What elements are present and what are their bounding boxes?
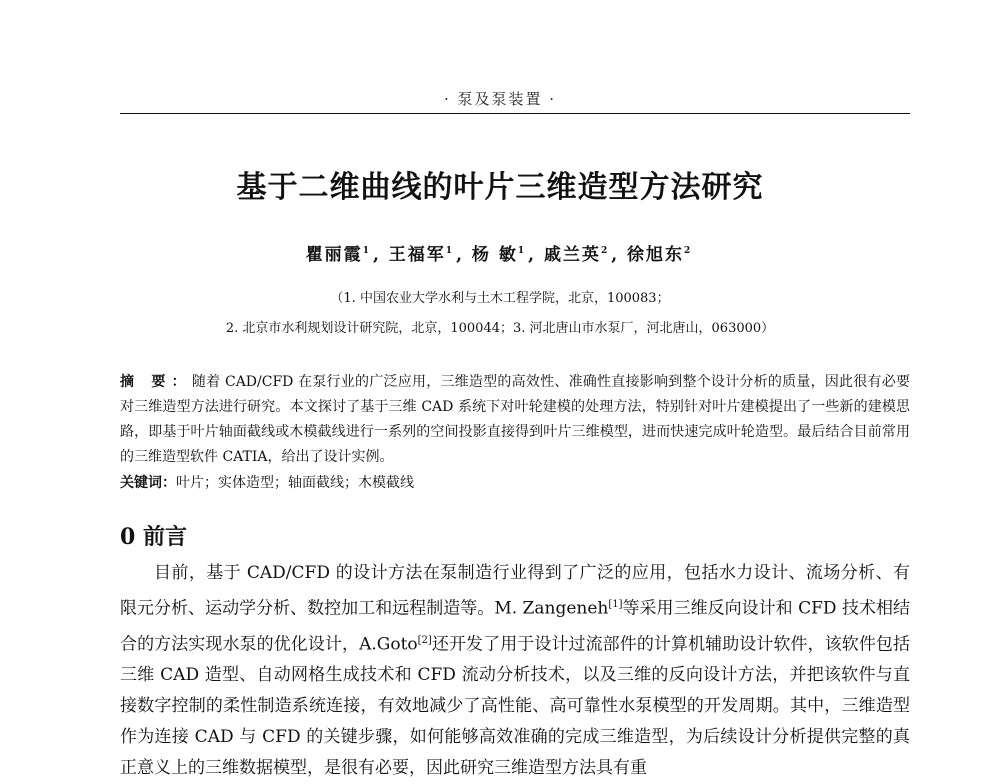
author-name: 戚兰英 [543,245,601,265]
citation-ref: [2] [417,634,432,646]
section-heading: 0 前言 [120,524,187,550]
abstract-text: 随着 CAD/CFD 在泵行业的广泛应用，三维造型的高效性、准确性直接影响到整个设计分析的质量，因此很有必要对三维造型方法进行研究。本文探讨了基于三维 CAD 系统下对叶轮建模的处理方法，特别针对叶片建模提出了一些新的建模思路，即基于叶片轴面截线或木模截线进行一系列的空间投影直接得到叶片三维模型，进而快速完成叶轮造型。最后结合目前常用的三维造型软件 CATIA，给出了设计实例。 [120,374,911,465]
keywords [120,472,910,492]
running-header: · 泵及泵装置 · [443,90,557,108]
author-affiliation-mark: 1 [445,246,455,257]
affiliation-line-1: （1. 中国农业大学水利与土木工程学院，北京，100083； [330,291,670,306]
paper-title: 基于二维曲线的叶片三维造型方法研究 [236,170,764,205]
header-rule [120,113,910,114]
author-affiliation-mark: 1 [362,246,371,257]
author-affiliation-mark: 2 [684,246,693,257]
author-affiliation-mark: 2 [600,246,610,257]
abstract [120,370,910,470]
keywords-text: 叶片；实体造型；轴面截线；木模截线 [176,475,414,491]
affiliation-line-2: 2. 北京市水利规划设计研究院，北京，100044；3. 河北唐山市水泵厂，河北唐山，063000） [225,321,775,336]
author-name: 瞿丽霞 [305,245,363,265]
body-text-part: 还开发了用于设计过流部件的计算机辅助设计软件，该软件包括三维 CAD 造型、自动网格生成技术和 CFD 流动分析技术，以及三维的反向设计方法，并把该软件与直接数字控制的柔性制造系统连接，有效地减少了高性能、高可靠性水泵模型的开发周期。其中，三维造型作为连接 CAD 与 CFD 的关键步骤，如何能够高效准确的完成三维造型，为后续设计分析提供完整的真正意义上的三维数据模型，是很有必要，因此研究三维造型方法具有重 [120,634,911,779]
body-text-part: 等采用三维反向设计和 CFD 技术相结合的方法实现水泵的优化设计，A.Goto [120,598,910,655]
author-name: 王福军 [388,245,446,265]
author-name: 徐旭东 [627,245,685,265]
author-list: 瞿丽霞$^1$ , 王福军$^1$ , 杨 敏$^1$ , 戚兰英$^2$ , 徐旭东$^2$ [305,245,693,265]
citation-ref: [1] [608,599,623,610]
keywords-label: 关键词： [120,475,176,491]
body-paragraph [120,558,910,784]
author-affiliation-mark: 1 [517,246,527,257]
body-text-part: 目前，基于 CAD/CFD 的设计方法在泵制造行业得到了广泛的应用，包括水力设计、流场分析、有限元分析、运动学分析、数控加工和远程制造等。M. Zangeneh [120,563,910,619]
author-name: 杨 敏 [471,245,518,265]
abstract-label: 摘 要： [120,374,192,390]
